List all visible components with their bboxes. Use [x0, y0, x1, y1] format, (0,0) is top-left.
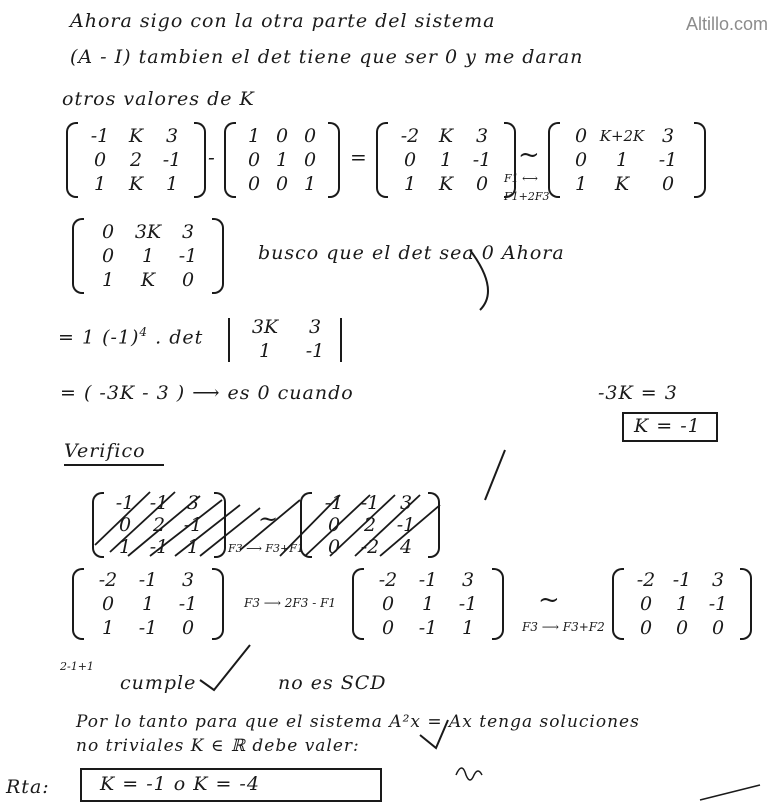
verify-matrix-2: -1 -1 3 0 2 -1 0 -2 4 [300, 492, 440, 558]
watermark: Altillo.com [685, 14, 768, 34]
tilde-2: ~ [258, 505, 279, 533]
slash-mark-2 [485, 450, 505, 500]
row-op-f1: F1 ⟷ [504, 172, 538, 185]
cumple-text: cumple [120, 672, 197, 694]
condition: -3K = 3 [598, 382, 678, 404]
intro-line-2: (A - I) tambien el det tiene que ser 0 y me daran [70, 46, 584, 68]
check-mark-2 [420, 720, 448, 748]
conclusion-line-2: no triviales K ∈ ℝ debe valer: [76, 736, 360, 756]
slash-mark-1 [470, 250, 488, 310]
tilde-3: ~ [538, 585, 560, 615]
verify-matrix-1: -1 -1 3 0 2 -1 1 -1 1 [92, 492, 226, 558]
busco-text: busco que el det sea 0 Ahora [258, 242, 565, 264]
row-op-b: F3 ⟶ 2F3 - F1 [244, 596, 337, 610]
signature-scribble [456, 768, 482, 780]
identity-matrix: 1 0 0 0 1 0 0 0 1 [224, 122, 340, 198]
verifico-label: Verifico [64, 440, 146, 462]
row-op-c: F3 ⟶ F3+F2 [522, 620, 605, 634]
verify-matrix-3: -2 -1 3 0 1 -1 1 -1 0 [72, 568, 224, 640]
det-expansion: = 1 $(-1)^4$ . det [58, 325, 204, 349]
matrix-a-minus-i: -2 K 3 0 1 -1 1 K 0 [376, 122, 516, 198]
cross-out-hatching [95, 492, 440, 556]
matrix-a-grid: -1 K 3 0 2 -1 1 K 1 [90, 125, 182, 195]
check-mark [200, 645, 250, 690]
intro-line-3: otros valores de K [62, 88, 255, 110]
minus-sign: - [208, 145, 215, 169]
verify-matrix-4: -2 -1 3 0 1 -1 0 -1 1 [352, 568, 504, 640]
no-scd-text: no es SCD [278, 672, 387, 694]
minor-matrix: 3K 3 1 -1 [251, 316, 325, 362]
rta-label: Rta: [6, 776, 50, 798]
conclusion-line-1: Por lo tanto para que el sistema A²x = Ax tenga soluciones [76, 712, 640, 732]
intro-line-1: Ahora sigo con la otra parte del sistema [70, 10, 496, 32]
margin-stroke [700, 785, 760, 800]
row-op-f1-2f3: F1+2F3 [504, 190, 550, 203]
matrix-reduced-2: 0 3K 3 0 1 -1 1 K 0 [72, 218, 224, 294]
matrix-reduced-1: 0 K+2K 3 0 1 -1 1 K 0 [548, 122, 706, 198]
equation-line: = ( -3K - 3 ) ⟶ es 0 cuando [60, 382, 354, 404]
verify-matrix-5: -2 -1 3 0 1 -1 0 0 0 [612, 568, 752, 640]
row-op-a: F3 ⟶ F3+F1 [228, 542, 304, 555]
rta-box: K = -1 o K = -4 [80, 768, 382, 802]
equivalence-tilde: ~ [518, 140, 540, 170]
equals-sign: = [350, 145, 367, 169]
k1-box: K = -1 [622, 412, 718, 442]
side-note: 2-1+1 [60, 660, 94, 673]
